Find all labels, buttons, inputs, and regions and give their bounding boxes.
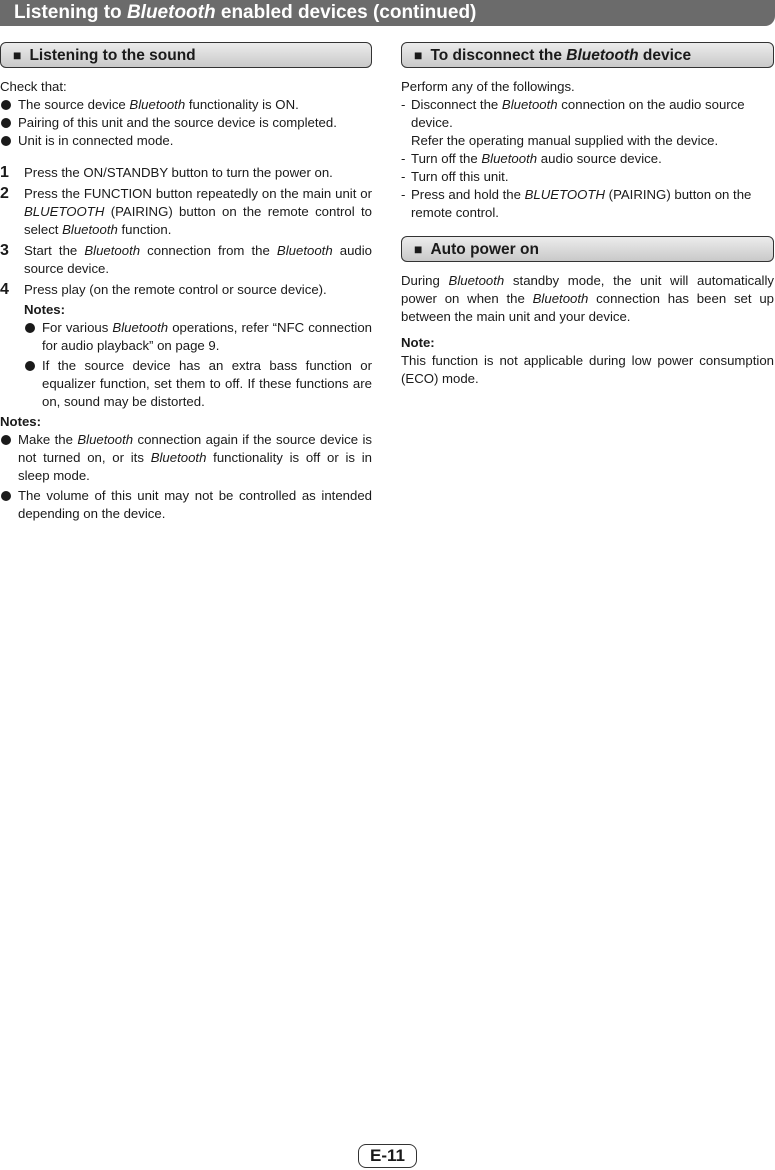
auto-power-note-text: This function is not applicable during low power consumption (ECO) mode. <box>401 353 774 386</box>
notes-label: Notes: <box>0 414 42 429</box>
auto-power-text: During Bluetooth standby mode, the unit will automatically power on when the Bluetooth connection has been set up between the main unit and your device. <box>401 273 775 324</box>
section-heading-disconnect: ■ To disconnect the Bluetooth device <box>401 42 774 68</box>
step-note-item: If the source device has an extra bass function or equalizer function, set them to off. If these functions are on, sound may be distorted. <box>24 357 372 411</box>
page-number: E-11 <box>358 1144 417 1168</box>
page-title-banner: Listening to Bluetooth enabled devices (continued) <box>0 0 775 26</box>
step-note-item: For various Bluetooth operations, refer “NFC connection for audio playback” on page 9. <box>24 319 372 355</box>
square-bullet-icon: ■ <box>13 47 22 63</box>
disconnect-option: - Turn off the Bluetooth audio source device. <box>401 151 662 166</box>
check-item: The source device Bluetooth functionality is ON. <box>0 96 372 114</box>
disconnect-option: - Turn off this unit. <box>401 169 509 184</box>
step-4: 4 Press play (on the remote control or source device). <box>0 281 327 298</box>
disconnect-option: - Press and hold the BLUETOOTH (PAIRING) button on the remote control. <box>401 187 752 220</box>
step-3: 3 Start the Bluetooth connection from the Bluetooth audio source device. <box>0 242 373 276</box>
note-item: The volume of this unit may not be controlled as intended depending on the device. <box>0 487 372 523</box>
check-item: Unit is in connected mode. <box>0 132 372 150</box>
left-column <box>0 42 372 523</box>
step-notes <box>0 301 372 411</box>
note-item: Make the Bluetooth connection again if the source device is not turned on, or its Bluetooth functionality is off or is in sleep mode. <box>0 431 372 485</box>
square-bullet-icon: ■ <box>414 47 423 63</box>
section-heading-auto-power: ■ Auto power on <box>401 236 774 262</box>
step-notes-label: Notes: <box>24 302 66 317</box>
disconnect-intro: Perform any of the followings. <box>401 79 575 94</box>
auto-power-note-label: Note: <box>401 335 435 350</box>
right-column <box>401 42 774 388</box>
section-heading-listening: ■ Listening to the sound <box>0 42 372 68</box>
step-2: 2 Press the FUNCTION button repeatedly on the main unit or BLUETOOTH (PAIRING) button on the remote control to select Bluetooth function. <box>0 185 372 237</box>
step-1: 1 Press the ON/STANDBY button to turn the power on. <box>0 164 333 181</box>
disconnect-option: - Disconnect the Bluetooth connection on the audio source device. Refer the operating manual supplied with the device. <box>401 97 745 148</box>
check-item: Pairing of this unit and the source device is completed. <box>0 114 372 132</box>
square-bullet-icon: ■ <box>414 241 423 257</box>
check-intro: Check that: <box>0 79 67 94</box>
